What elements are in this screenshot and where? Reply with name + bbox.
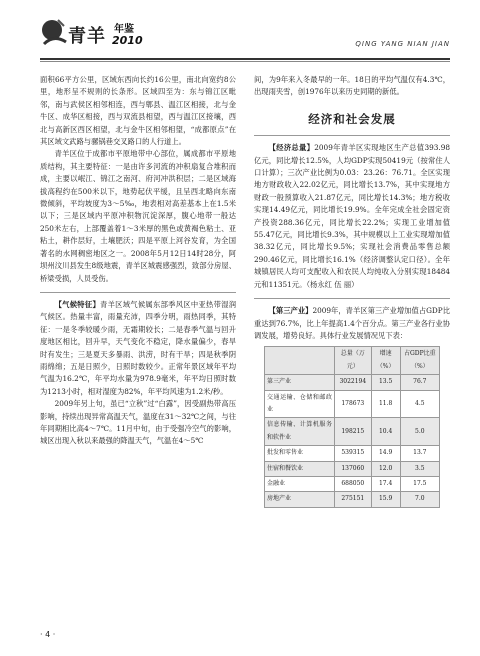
table-row bbox=[265, 476, 440, 491]
table-cell: 住宿和餐饮业 bbox=[265, 461, 335, 476]
table-row bbox=[265, 418, 440, 446]
table-row bbox=[265, 492, 440, 507]
table-cell: 17.4 bbox=[371, 476, 400, 491]
table-row bbox=[265, 390, 440, 418]
paragraph-tertiary bbox=[254, 305, 450, 342]
table-header: 总量（万元） bbox=[335, 347, 372, 375]
divider bbox=[40, 292, 236, 293]
table-cell: 198215 bbox=[335, 418, 372, 446]
table-cell: 11.8 bbox=[371, 390, 400, 418]
climate-label: 【气候特征】 bbox=[54, 299, 101, 309]
paragraph-weather-2009: 2009年另上句，虽已“立秋”过“白露”，因受副热带高压影响，持续出现异常高温天气，温度在31～32℃之间，与往年同期相比高4～7℃。11月中旬，由于受强冷空气的影响，城区出现入秋以来最强的降温天气，气温在4～5℃ bbox=[40, 399, 236, 446]
paragraph-economy bbox=[254, 142, 450, 291]
page-header bbox=[40, 14, 450, 60]
table-cell: 688050 bbox=[335, 476, 372, 491]
table-header-row bbox=[265, 347, 440, 375]
table-cell: 17.5 bbox=[400, 476, 439, 491]
table-cell: 275151 bbox=[335, 492, 372, 507]
table-cell: 137060 bbox=[335, 461, 372, 476]
table-cell: 13.5 bbox=[371, 375, 400, 390]
table-cell: 5.0 bbox=[400, 418, 439, 446]
table-header bbox=[265, 347, 335, 375]
header-pinyin: QING YANG NIAN JIAN bbox=[355, 40, 450, 48]
paragraph-cold-wave: 间，为9年来入冬最早的一年。18日的平均气温仅有4.3℃，出现雨夹雪，创1976年以来历史同期的新低。 bbox=[254, 75, 450, 97]
economy-text: 2009年青羊区实现地区生产总值393.98亿元，同比增长12.5%，人均GDP实现50419元（按常住人口计算）；三次产业比例为0.03：23.26：76.71。全区实现地方财政收入22.02亿元，同比增长13.7%，其中实现地方财政一般预算收入21.87亿元，同比增长14.3%；地方税收实现14.49亿元，同比增长19.9%。全年完成全社会固定资产投资288.36亿元，同比增长22.2%；实现工业增加值55.47亿元，同比增长9.3%，其中规模以上工业实现增加值38.32亿元，同比增长9.5%；实现社会消费品零售总额290.46亿元，同比增长16.1%（经济调整认定口径）。全年城镇居民人均可支配收入和农民人均纯收入分别实现18484元和11351元。（杨永红 伍 丽） bbox=[254, 143, 451, 289]
table-cell: 14.9 bbox=[371, 446, 400, 461]
right-column bbox=[254, 74, 450, 508]
table-row bbox=[265, 446, 440, 461]
divider bbox=[254, 298, 450, 299]
table-header: 占GDP比重（%） bbox=[400, 347, 439, 375]
table-cell: 10.4 bbox=[371, 418, 400, 446]
header-rule bbox=[40, 58, 450, 60]
paragraph-terrain: 青羊区位于成都市平原地带中心部位，属成都市平原地质结构，其主要特征：一是由许多河流的冲积扇复合堆积而成，主要以岷江、锦江之南河、府河冲洪积层；二是区域海拔高程约在500米以下，地势起伏平缓，且呈西北略向东南微倾斜，平均坡度为3～5‰，地表相对高差基本上在1.5米以下；三是区域内平原冲积物沉淀深厚，腹心地带一般达250米左右，上部覆盖着1～3米厚的黑色或黄褐色粘土、亚粘土，耕作层好，土壤肥沃；四是平原上河谷发育，为全国著名的水网稠密地区之一。2008年5月12日14时28分，阿坝州汶川县发生8级地震，青羊区城震感强烈，致部分房屋、桥梁受损，人员受伤。 bbox=[40, 149, 236, 283]
logo-title: 青羊 bbox=[68, 26, 106, 47]
table-cell: 13.7 bbox=[400, 446, 439, 461]
table-cell: 178673 bbox=[335, 390, 372, 418]
table-header: 增速（%） bbox=[371, 347, 400, 375]
left-column bbox=[40, 74, 236, 448]
table-cell: 15.9 bbox=[371, 492, 400, 507]
logo-emblem-icon bbox=[40, 16, 70, 50]
divider bbox=[254, 135, 450, 136]
table-cell: 7.0 bbox=[400, 492, 439, 507]
table-cell: 第三产业 bbox=[265, 375, 335, 390]
header-rule-thin bbox=[40, 61, 450, 62]
tertiary-label: 【第三产业】 bbox=[268, 306, 313, 316]
table-row bbox=[265, 375, 440, 390]
economy-label: 【经济总量】 bbox=[268, 143, 315, 153]
table-cell: 3022194 bbox=[335, 375, 372, 390]
section-title: 经济和社会发展 bbox=[308, 111, 396, 126]
table-cell: 539315 bbox=[335, 446, 372, 461]
table-cell: 交通运输、仓储和邮政业 bbox=[265, 390, 335, 418]
table-row bbox=[265, 461, 440, 476]
table-cell: 4.5 bbox=[400, 390, 439, 418]
tertiary-industry-table bbox=[264, 346, 440, 507]
table-cell: 76.7 bbox=[400, 375, 439, 390]
table-cell: 信息传输、计算机服务和软件业 bbox=[265, 418, 335, 446]
page-number: · 4 · bbox=[40, 630, 56, 639]
yearbook-logo bbox=[40, 16, 143, 56]
logo-year: 2010 bbox=[112, 34, 143, 47]
table-cell: 金融业 bbox=[265, 476, 335, 491]
climate-text: 青羊区域气候属东部季风区中亚热带湿润气候区。热量丰富，雨量充沛，四季分明，雨热同季，其特征：一是冬季较暖少雨，无霜期较长；二是春季气温与回升度地区相比，回升早，天气变化不稳定，降水量偏少，春旱时有发生；三是夏天多暴雨、洪涝，时有干旱；四是秋季阴雨绵绵；五是日照少，日照时数较少。正常年景区域年平均气温为16.2℃，年平均水量为978.9毫米，年平均日照时数为1213小时，相对湿度为82%，年平均风速为1.2米/秒。 bbox=[40, 299, 237, 396]
logo-year-label: 年鉴 bbox=[114, 24, 134, 35]
table-cell: 批发和零售业 bbox=[265, 446, 335, 461]
table-cell: 12.0 bbox=[371, 461, 400, 476]
table-cell: 3.5 bbox=[400, 461, 439, 476]
table-cell: 房地产业 bbox=[265, 492, 335, 507]
tertiary-text: 2009年，青羊区第三产业增加值占GDP比重达到76.7%，比上年提高1.4个百分点。第三产业各行业协调发展，增势良好。具体行业发展情况见下表： bbox=[254, 306, 450, 340]
paragraph-climate bbox=[40, 299, 236, 398]
paragraph-location: 面积66平方公里，区域东西向长约16公里，南北向宽约8公里，地形呈不规则的长条形。区域四至为：东与锦江区毗邻，南与武侯区相邻相连，西与郫县、温江区相接，北与金牛区、成华区相接，西与双流县相望，西与温江区接壤，西北与高新区西区相望，北与金牛区相邻相望，“成都原点”在其区域文武路与骡锅巷交叉路口的人行道上。 bbox=[40, 75, 236, 147]
